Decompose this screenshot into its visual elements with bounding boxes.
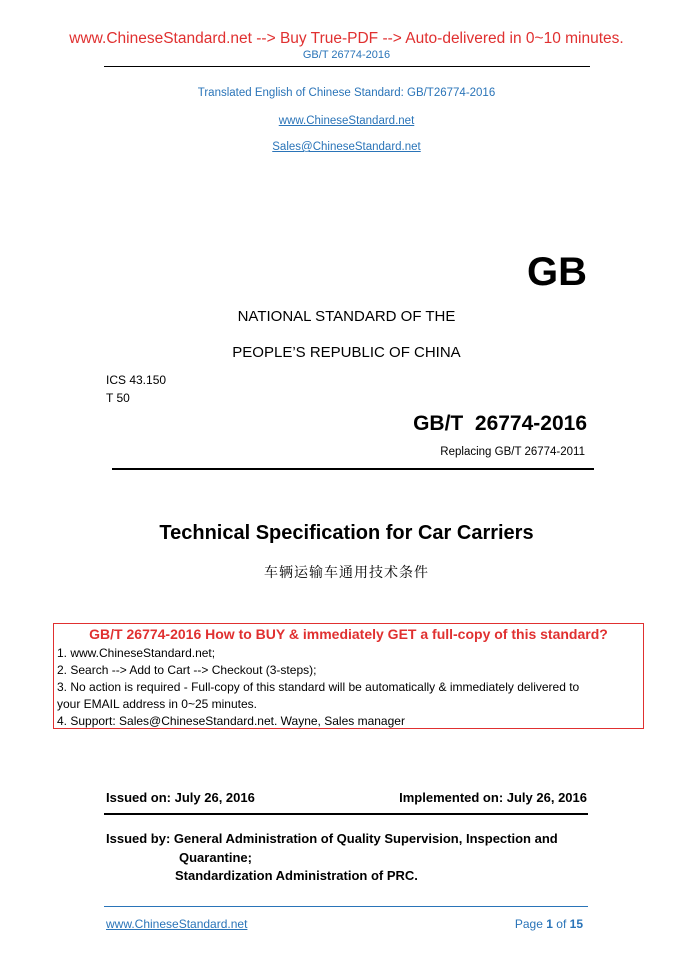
t-code: T 50	[106, 391, 130, 405]
page-label: Page	[514, 917, 543, 931]
website-link[interactable]: www.ChineseStandard.net	[278, 115, 415, 127]
page-indicator	[515, 917, 583, 931]
standard-divider	[112, 468, 594, 470]
replacing-note: Replacing GB/T 26774-2011	[440, 446, 585, 458]
buy-instructions-box	[53, 623, 644, 729]
dates-divider	[104, 813, 588, 815]
gb-mark: GB	[527, 250, 587, 294]
of-label: of	[556, 917, 567, 931]
header-divider	[104, 66, 590, 67]
buy-step-1: 1. www.ChineseStandard.net;	[57, 646, 216, 660]
implemented-date: Implemented on: July 26, 2016	[399, 790, 587, 805]
header-standard-code: GB/T 26774-2016	[302, 49, 391, 61]
buy-step-3: 3. No action is required - Full-copy of this standard will be automatically & immediately delivered to	[57, 680, 580, 694]
issued-by-line1: Issued by: General Administration of Quality Supervision, Inspection and	[106, 831, 558, 846]
national-standard-line1: NATIONAL STANDARD OF THE	[237, 308, 456, 325]
footer-website-link[interactable]: www.ChineseStandard.net	[106, 917, 248, 931]
buy-box-heading: GB/T 26774-2016 How to BUY & immediately GET a full-copy of this standard?	[89, 626, 608, 642]
issued-by-line3: Standardization Administration of PRC.	[175, 868, 418, 883]
standard-number: GB/T 26774-2016	[413, 412, 587, 435]
document-title-chinese: 车辆运输车通用技术条件	[264, 565, 429, 581]
email-link-row	[0, 137, 693, 155]
issued-date: Issued on: July 26, 2016	[106, 790, 255, 805]
page-total: 15	[569, 917, 583, 931]
ics-code: ICS 43.150	[106, 373, 167, 387]
buy-step-4: 4. Support: Sales@ChineseStandard.net. Wayne, Sales manager	[57, 714, 405, 728]
footer-divider	[104, 906, 588, 907]
buy-step-3-continued: your EMAIL address in 0~25 minutes.	[57, 697, 257, 711]
page-number: 1	[546, 917, 553, 931]
national-standard-line2: PEOPLE’S REPUBLIC OF CHINA	[232, 344, 461, 361]
issued-by-line2: Quarantine;	[179, 850, 252, 865]
email-link[interactable]: Sales@ChineseStandard.net	[272, 141, 421, 153]
translated-note: Translated English of Chinese Standard: GB/T26774-2016	[197, 87, 496, 99]
document-title: Technical Specification for Car Carriers	[159, 522, 534, 544]
website-link-row	[0, 111, 693, 129]
top-banner[interactable]: www.ChineseStandard.net --> Buy True-PDF --> Auto-delivered in 0~10 minutes.	[69, 30, 624, 47]
buy-step-2: 2. Search --> Add to Cart --> Checkout (3-steps);	[57, 663, 317, 677]
